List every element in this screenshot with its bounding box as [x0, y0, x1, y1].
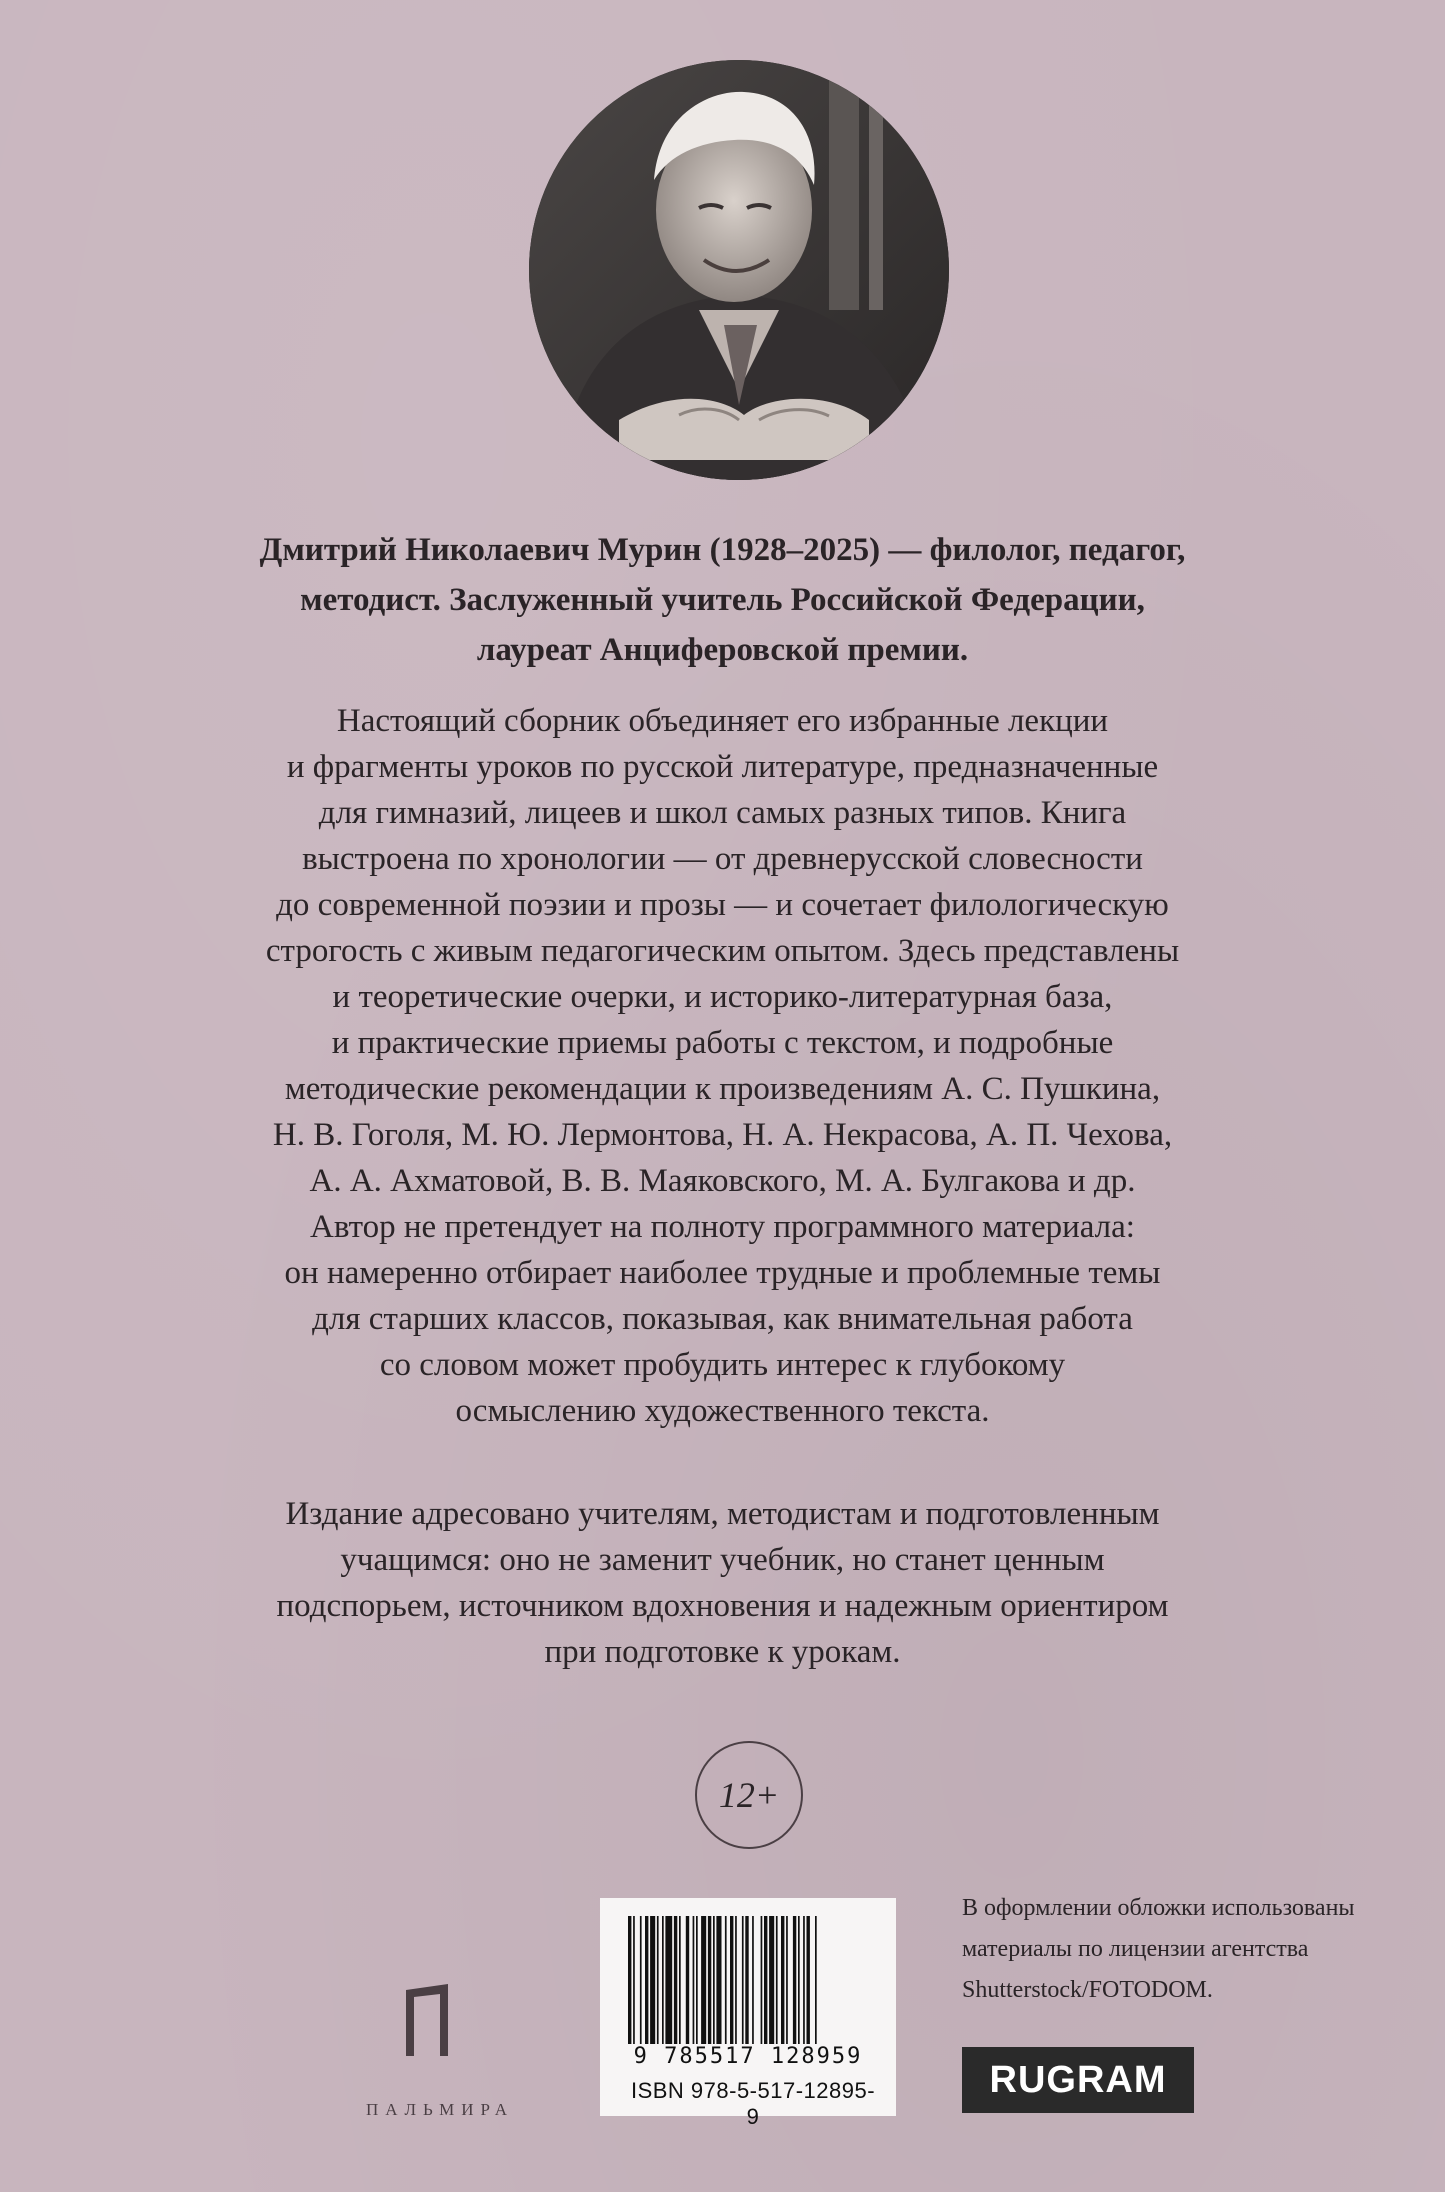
- barcode-bar: [628, 1916, 631, 2044]
- description-line: Н. В. Гоголя, М. Ю. Лермонтова, Н. А. Некрасова, А. П. Чехова,: [272, 1117, 1173, 1153]
- barcode-bar: [793, 1916, 796, 2044]
- barcode-bar: [745, 1916, 748, 2044]
- description-line: со словом может пробудить интерес к глубокому: [379, 1347, 1066, 1383]
- bio-line: методист. Заслуженный учитель Российской Федерации,: [300, 582, 1145, 618]
- barcode-bar: [640, 1916, 642, 2044]
- description-line: он намеренно отбирает наиболее трудные и проблемные темы: [284, 1255, 1161, 1291]
- description-line: и теоретические очерки, и историко-литературная база,: [332, 979, 1113, 1015]
- barcode-bar: [798, 1916, 800, 2044]
- author-photo-icon: [529, 60, 949, 480]
- barcode-bar: [725, 1916, 727, 2044]
- isbn-number: ISBN 978-5-517-12895-9: [630, 2078, 876, 2129]
- isbn-barcode: [600, 1898, 896, 2129]
- author-bio: [150, 525, 1295, 675]
- barcode-bar: [764, 1916, 767, 2044]
- rugram-logo: RUGRAM: [962, 2047, 1194, 2113]
- barcode-bar: [781, 1916, 784, 2044]
- description-line: Настоящий сборник объединяет его избранные лекции: [336, 703, 1109, 739]
- description-line: для гимназий, лицеев и школ самых разных типов. Книга: [318, 795, 1127, 831]
- barcode-bar: [657, 1916, 659, 2044]
- barcode-bar: [730, 1916, 733, 2044]
- image-credits: [962, 1888, 1382, 2011]
- author-portrait: [529, 60, 949, 480]
- barcode-bar: [769, 1916, 774, 2044]
- barcode-bar: [645, 1916, 648, 2044]
- description-line: выстроена по хронологии — от древнерусской словесности: [302, 841, 1143, 877]
- barcode-bar: [665, 1916, 672, 2044]
- audience-line: при подготовке к урокам.: [544, 1634, 901, 1670]
- barcode-bar: [679, 1916, 681, 2044]
- description-line: А. А. Ахматовой, В. В. Маяковского, М. А. Булгакова и др.: [309, 1163, 1136, 1199]
- description-line: и фрагменты уроков по русской литературе, предназначенные: [286, 749, 1159, 785]
- barcode-bar: [696, 1916, 698, 2044]
- barcode-bar: [735, 1916, 737, 2044]
- description-line: для старших классов, показывая, как внимательная работа: [312, 1301, 1133, 1337]
- barcode-bar: [633, 1916, 635, 2044]
- barcode-bar: [713, 1916, 715, 2044]
- barcode-bar: [708, 1916, 711, 2044]
- credits-line: материалы по лицензии агентства: [962, 1936, 1309, 1962]
- barcode-digits: 9 785517 128959: [633, 2044, 863, 2069]
- barcode-bar: [674, 1916, 677, 2044]
- barcode-bar: [761, 1916, 763, 2044]
- barcode-bar: [742, 1916, 744, 2044]
- barcode-bar: [807, 1916, 810, 2044]
- description-line: строгость с живым педагогическим опытом. Здесь представлены: [265, 933, 1180, 969]
- barcode-bars: [626, 1916, 870, 2044]
- barcode-bar: [650, 1916, 655, 2044]
- description-line: и практические приемы работы с текстом, и подробные: [331, 1025, 1114, 1061]
- audience-line: учащимся: оно не заменит учебник, но станет ценным: [340, 1542, 1105, 1578]
- barcode-bar: [701, 1916, 706, 2044]
- age-rating-badge: 12+: [695, 1741, 803, 1849]
- publisher-name: ПАЛЬМИРА: [365, 2100, 515, 2119]
- barcode-bar: [716, 1916, 721, 2044]
- barcode-bar: [803, 1916, 805, 2044]
- description-line: методические рекомендации к произведениям А. С. Пушкина,: [284, 1071, 1161, 1107]
- credits-line: В оформлении обложки использованы: [962, 1895, 1355, 1921]
- bio-line: Дмитрий Николаевич Мурин (1928–2025) — филолог, педагог,: [259, 532, 1186, 568]
- book-description: [150, 698, 1295, 1434]
- barcode-bar: [693, 1916, 695, 2044]
- audience-line: подспорьем, источником вдохновения и надежным ориентиром: [276, 1588, 1169, 1624]
- barcode-bar: [662, 1916, 664, 2044]
- description-line: осмыслению художественного текста.: [455, 1393, 990, 1429]
- description-line: Автор не претендует на полноту программного материала:: [310, 1209, 1135, 1245]
- barcode-bar: [776, 1916, 778, 2044]
- bio-line: лауреат Анциферовской премии.: [476, 632, 969, 668]
- description-line: до современной поэзии и прозы — и сочетает филологическую: [276, 887, 1169, 923]
- palmyra-logo-icon: [402, 1980, 452, 2060]
- credits-line: Shutterstock/FOTODOM.: [962, 1977, 1213, 2003]
- barcode-bar: [815, 1916, 817, 2044]
- barcode-bar: [686, 1916, 689, 2044]
- audience-line: Издание адресовано учителям, методистам и подготовленным: [285, 1496, 1160, 1532]
- barcode-bar: [752, 1916, 754, 2044]
- audience-paragraph: [150, 1491, 1295, 1675]
- barcode-bar: [786, 1916, 788, 2044]
